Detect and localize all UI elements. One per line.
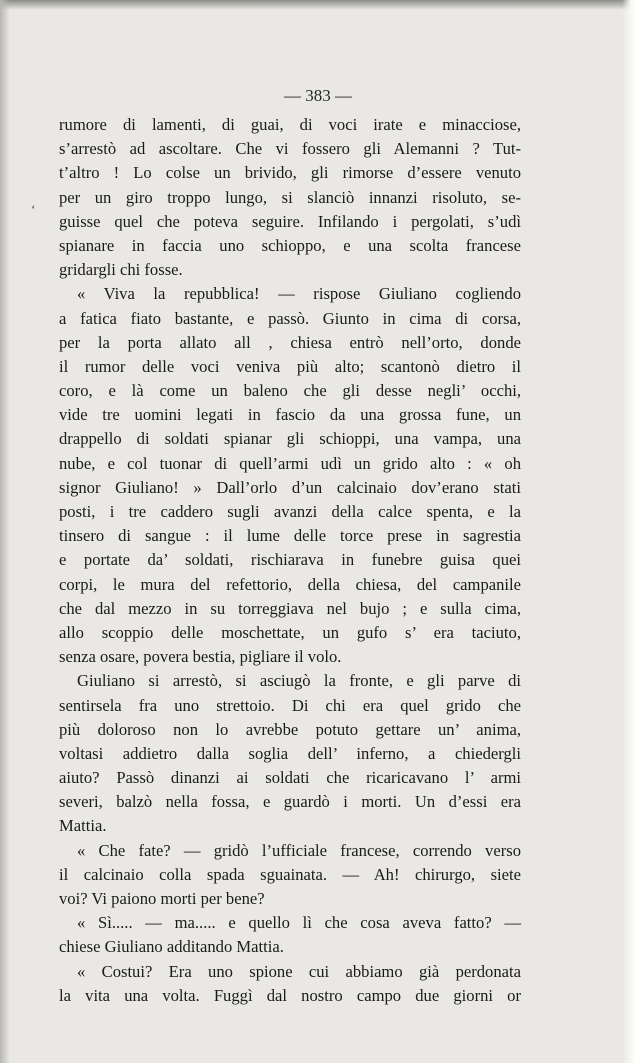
text-line: « Viva la repubblica! — rispose Giuliano cogliendo — [77, 284, 521, 304]
margin-mark: ‘ — [31, 203, 36, 218]
page-top-shadow — [0, 0, 636, 10]
text-line: per un giro troppo lungo, si slanciò innanzi risoluto, se- — [59, 187, 521, 207]
text-line: corpi, le mura del refettorio, della chiesa, del campanile — [59, 574, 521, 594]
text-line: per la porta allato all , chiesa entrò nell’orto, donde — [59, 332, 521, 352]
text-line: « Che fate? — gridò l’ufficiale francese, correndo verso — [77, 840, 521, 860]
text-line: voltasi addietro dalla soglia dell’ inferno, a chiedergli — [59, 743, 521, 763]
text-line: senza osare, povera bestia, pigliare il volo. — [59, 647, 342, 667]
text-line: rumore di lamenti, di guai, di voci irate e minacciose, — [59, 115, 521, 134]
text-line: spianare in faccia uno schioppo, e una scolta francese — [59, 235, 521, 255]
text-line: severi, balzò nella fossa, e guardò i morti. Un d’essi era — [59, 792, 521, 812]
text-line: « Costui? Era uno spione cui abbiamo già perdonata — [77, 961, 521, 981]
text-line: a fatica fiato bastante, e passò. Giunto in cima di corsa, — [59, 308, 521, 328]
text-line: aiuto? Passò dinanzi ai soldati che ricaricavano l’ armi — [59, 768, 521, 788]
text-line: più doloroso non lo avrebbe potuto gettare un’ anima, — [59, 719, 521, 739]
page-text — [59, 113, 521, 1008]
text-line: Giuliano si arrestò, si asciugò la fronte, e gli parve di — [77, 671, 521, 691]
text-line: t’altro ! Lo colse un brivido, gli rimorse d’essere venuto — [59, 163, 521, 183]
text-line: posti, i tre caddero sugli avanzi della calce spenta, e la — [59, 502, 521, 521]
text-line: drappello di soldati spianar gli schioppi, una vampa, una — [59, 429, 521, 449]
text-line: nube, e col tuonar di quell’armi udì un grido alto : « oh — [59, 453, 521, 473]
text-line: guisse quel che poteva seguire. Infilando i pergolati, s’udì — [59, 211, 521, 231]
text-line: gridargli chi fosse. — [59, 260, 183, 280]
text-line: vide tre uomini legati in fascio da una grossa fune, un — [59, 405, 521, 425]
text-line: signor Giuliano! » Dall’orlo d’un calcinaio dov’erano stati — [59, 477, 521, 497]
text-line: s’arrestò ad ascoltare. Che vi fossero gli Alemanni ? Tut- — [59, 139, 521, 159]
text-line: Mattia. — [59, 816, 107, 836]
text-line: voi? Vi paiono morti per bene? — [59, 889, 265, 908]
text-line: che dal mezzo in su torreggiava nel bujo ; e sulla cima, — [59, 598, 521, 618]
text-line: allo scoppio delle moschettate, un gufo s’ era taciuto, — [59, 622, 521, 642]
text-line: coro, e là come un baleno che gli desse negli’ occhi, — [59, 381, 521, 401]
text-line: « Sì..... — ma..... e quello lì che cosa aveva fatto? — — [77, 913, 521, 933]
text-line: sentirsela fra uno strettoio. Di chi era quel grido che — [59, 695, 521, 715]
text-line: il rumor delle voci veniva più alto; scantonò dietro il — [59, 356, 521, 376]
page-number: — 383 — — [284, 86, 352, 105]
text-line: e portate da’ soldati, rischiarava in funebre guisa quei — [59, 550, 521, 570]
text-line: la vita una volta. Fuggì dal nostro campo due giorni or — [59, 985, 521, 1005]
text-line: tinsero di sangue : il lume delle torce prese in sagrestia — [59, 526, 521, 546]
page-left-shadow — [0, 0, 10, 1063]
page-right-edge — [622, 0, 636, 1063]
text-line: il calcinaio colla spada sguainata. — Ah! chirurgo, siete — [59, 864, 521, 884]
text-line: chiese Giuliano additando Mattia. — [59, 937, 284, 957]
